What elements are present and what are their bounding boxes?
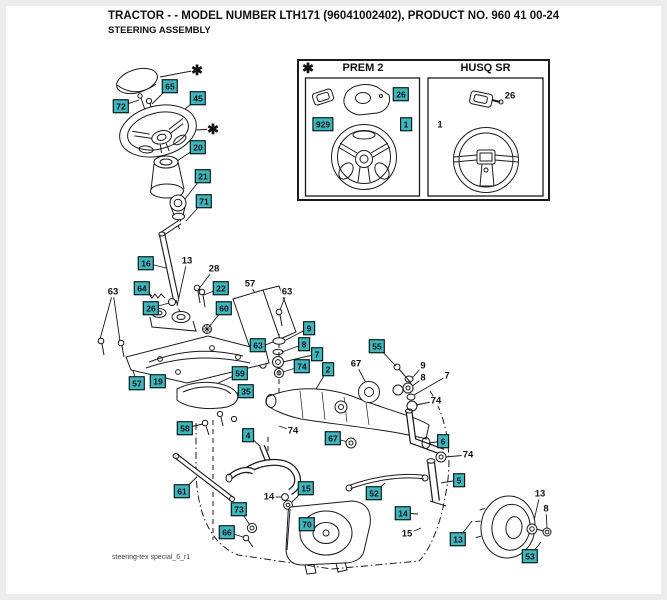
part-callout-57: 57 xyxy=(244,278,256,290)
part-callout-59: 59 xyxy=(232,366,248,380)
part-callout-45: 45 xyxy=(190,91,206,105)
part-callout-26: 26 xyxy=(143,301,159,315)
part-callout-74: 74 xyxy=(287,425,299,437)
part-callout-67: 67 xyxy=(325,431,341,445)
part-callout-15: 15 xyxy=(298,481,314,495)
part-callout-13: 13 xyxy=(534,488,546,500)
part-callout-63: 63 xyxy=(250,338,266,352)
part-callout-4: 4 xyxy=(242,428,254,442)
tie-rod-art xyxy=(346,475,428,491)
part-callout-6: 6 xyxy=(437,434,449,448)
support-strap-art xyxy=(177,382,238,426)
part-callout-26: 26 xyxy=(393,87,409,101)
part-callout-15: 15 xyxy=(401,528,413,540)
part-callout-53: 53 xyxy=(522,549,538,563)
part-callout-8: 8 xyxy=(298,337,310,351)
inset-title-prem2: PREM 2 xyxy=(342,62,384,74)
part-callout-71: 71 xyxy=(196,194,212,208)
part-callout-74: 74 xyxy=(462,449,474,461)
part-callout-14: 14 xyxy=(263,491,275,503)
part-callout-66: 66 xyxy=(219,525,235,539)
part-callout-2: 2 xyxy=(322,362,334,376)
part-callout-21: 21 xyxy=(195,169,211,183)
part-callout-61: 61 xyxy=(174,484,190,498)
part-callout-73: 73 xyxy=(231,502,247,516)
part-callout-9: 9 xyxy=(420,360,426,372)
asterisk-marker: ✱ xyxy=(207,121,219,137)
part-callout-1: 1 xyxy=(437,119,443,131)
part-callout-13: 13 xyxy=(181,255,193,267)
page-title: TRACTOR - - MODEL NUMBER LTH171 (96041002402), PRODUCT NO. 960 41 00-24 xyxy=(108,10,560,22)
part-callout-7: 7 xyxy=(444,370,450,382)
part-callout-55: 55 xyxy=(369,339,385,353)
part-callout-16: 16 xyxy=(138,256,154,270)
asterisk-marker: ✱ xyxy=(191,62,203,78)
part-callout-22: 22 xyxy=(213,281,229,295)
part-callout-20: 20 xyxy=(190,140,206,154)
part-callout-13: 13 xyxy=(450,532,466,546)
part-callout-60: 60 xyxy=(216,301,232,315)
part-callout-58: 58 xyxy=(177,421,193,435)
part-callout-65: 65 xyxy=(162,79,178,93)
page-subtitle: STEERING ASSEMBLY xyxy=(108,25,211,36)
steering-boot-art xyxy=(151,156,187,229)
part-callout-64: 64 xyxy=(134,281,150,295)
sector-plate-art xyxy=(243,501,370,574)
part-callout-5: 5 xyxy=(453,473,465,487)
part-callout-28: 28 xyxy=(208,263,220,275)
part-callout-67: 67 xyxy=(350,358,362,370)
footer-note: steering-tex special_6_r1 xyxy=(112,554,191,561)
part-callout-8: 8 xyxy=(420,372,426,384)
part-callout-74: 74 xyxy=(294,359,310,373)
part-callout-57: 57 xyxy=(129,376,145,390)
inset-title-husqsr: HUSQ SR xyxy=(460,62,511,74)
part-callout-7: 7 xyxy=(311,347,323,361)
front-wheel-art xyxy=(472,493,551,561)
asterisk-marker: ✱ xyxy=(302,60,314,76)
part-callout-19: 19 xyxy=(150,374,166,388)
part-callout-72: 72 xyxy=(113,99,129,113)
part-callout-63: 63 xyxy=(107,286,119,298)
part-callout-35: 35 xyxy=(238,384,254,398)
part-callout-929: 929 xyxy=(312,117,333,131)
part-callout-70: 70 xyxy=(299,517,315,531)
part-callout-14: 14 xyxy=(395,506,411,520)
part-callout-1: 1 xyxy=(400,117,412,131)
part-callout-26: 26 xyxy=(504,90,516,102)
part-callout-8: 8 xyxy=(543,503,549,515)
part-callout-63: 63 xyxy=(281,286,293,298)
part-callout-74: 74 xyxy=(430,395,442,407)
part-callout-9: 9 xyxy=(303,321,315,335)
part-callout-52: 52 xyxy=(366,486,382,500)
